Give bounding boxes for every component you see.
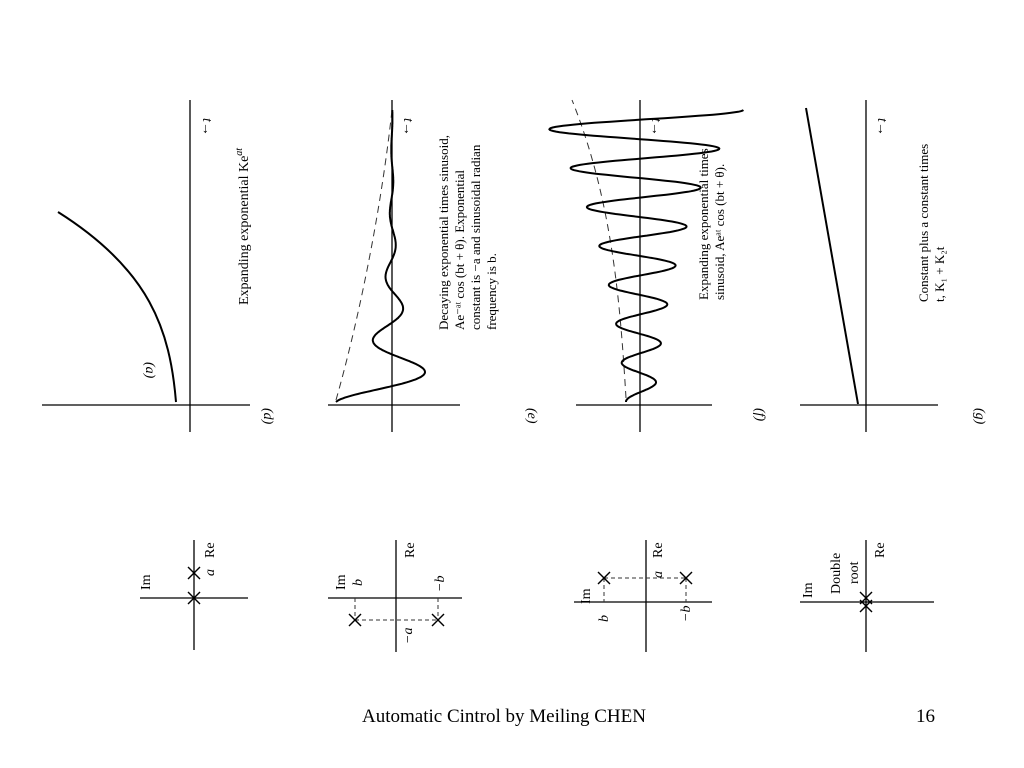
- panel-g-root-label: root: [847, 561, 862, 584]
- panel-e-im-label: Im: [334, 574, 349, 590]
- panel-e-curve: [336, 110, 425, 402]
- panel-e-minus-b-label: −b: [433, 575, 448, 592]
- panel-f-envelope: [572, 100, 626, 398]
- panel-e-b-label: b: [351, 579, 366, 586]
- panel-e-envelope: [336, 110, 392, 400]
- panel-f-minus-b-label: −b: [679, 605, 694, 622]
- panel-f-re-label: Re: [651, 542, 666, 558]
- panel-f-im-label: Im: [579, 588, 594, 604]
- panel-f-s-plane: [574, 540, 712, 652]
- panel-f-time-label: t→: [648, 118, 663, 136]
- panel-g-double-label: Double: [829, 552, 844, 594]
- panel-d-a-label: a: [203, 569, 218, 576]
- panel-g-time-label: t→: [874, 118, 889, 136]
- panel-g-s-plane: [800, 540, 934, 652]
- panel-d-im-label: Im: [139, 574, 154, 590]
- panel-g-re-label: Re: [873, 542, 888, 558]
- panel-d-time-label: t→: [199, 118, 214, 136]
- panel-f-b-label: b: [597, 615, 612, 622]
- panel-e-tag: (e): [524, 408, 539, 424]
- footer-title: Automatic Cintrol by Meiling CHEN: [362, 706, 646, 727]
- panel-e-s-plane: [328, 540, 462, 652]
- panel-f-tag: (f): [752, 408, 767, 422]
- panel-g-curve: [806, 108, 858, 404]
- panel-f-time-plot: [549, 100, 767, 432]
- panel-g-im-label: Im: [801, 582, 816, 598]
- panel-g-time-plot: [800, 100, 987, 432]
- page-number: 16: [916, 706, 935, 727]
- panel-f-a-label: a: [651, 571, 666, 578]
- panel-e-time-plot: [328, 100, 539, 432]
- panel-d-curve-label: (a): [142, 362, 157, 379]
- panel-g-caption: Constant plus a constant times t, K₁ + K₂t: [916, 143, 947, 302]
- panel-d-curve: [58, 212, 176, 402]
- panel-d-time-plot: [42, 100, 275, 432]
- panel-e-time-label: t→: [400, 118, 415, 136]
- panel-e-caption: Decaying exponential times sinusoid, Ae⁻ᵃᵗ cos (bt + θ). Exponential constant is −a and sinusoidal radian frequency is b.: [436, 135, 499, 330]
- panel-f-caption: Expanding exponential times sinusoid, Aeᵃᵗ cos (bt + θ).: [696, 148, 727, 300]
- panel-e-minus-a-label: −a: [401, 627, 416, 644]
- panel-d-s-plane: [139, 540, 248, 650]
- panel-d-re-label: Re: [203, 542, 218, 558]
- panel-d-tag: (d): [260, 408, 275, 425]
- panel-d-caption: Expanding exponential $Ke^{at}$: [234, 147, 252, 305]
- panel-f-root-upper: [598, 572, 610, 584]
- panel-g-tag: (g): [972, 408, 987, 425]
- panel-e-re-label: Re: [403, 542, 418, 558]
